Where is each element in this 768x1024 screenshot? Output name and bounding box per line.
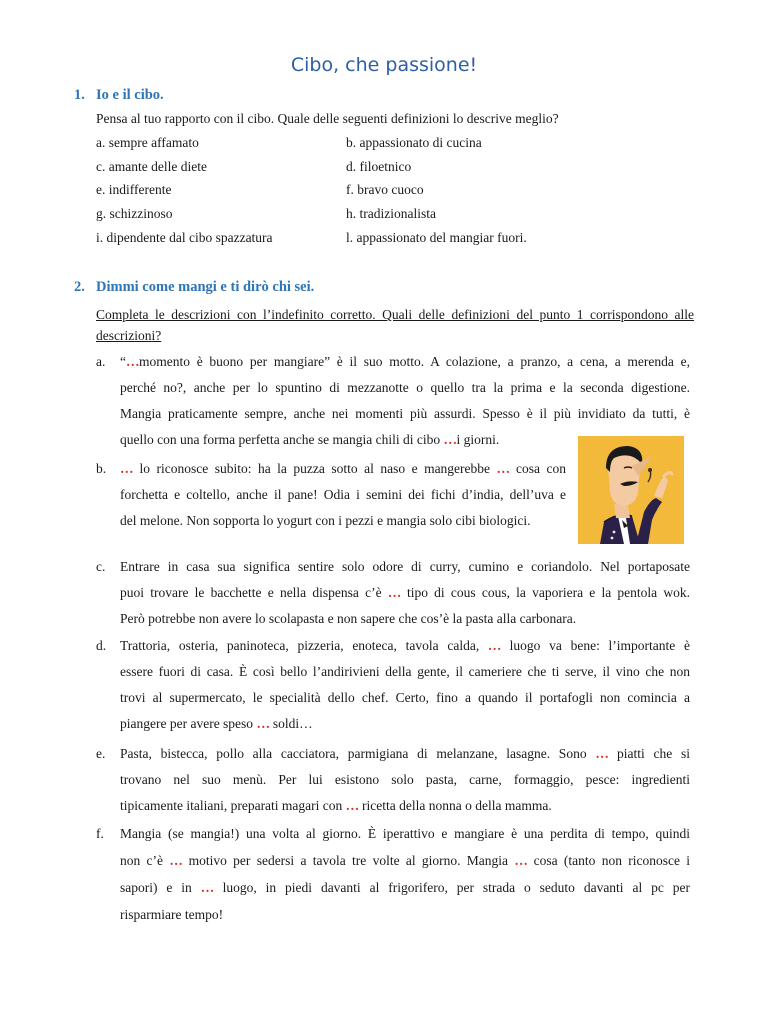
blank-placeholder: … <box>487 638 501 653</box>
blank-placeholder: … <box>514 853 528 868</box>
item-line <box>120 874 690 901</box>
item-text-run: forchetta e coltello, anche il pane! Odia i semini dei fichi d’india, dell’uva e <box>120 487 566 502</box>
blank-placeholder: … <box>595 746 609 761</box>
item-line <box>120 847 690 874</box>
item-text-run: “ <box>120 354 126 369</box>
item-line <box>120 633 690 659</box>
item-line <box>120 793 690 819</box>
item-text-run: luogo, in piedi davanti al frigorifero, per strada o seduto davanti al pc per <box>213 880 690 895</box>
item-text-run: Entrare in casa sua significa sentire solo odore di curry, cumino e coriandolo. Nel portaposate <box>120 559 690 574</box>
page-title: Cibo, che passione! <box>290 54 478 76</box>
item-line <box>120 401 690 427</box>
option-b: b. appassionato di cucina <box>346 135 482 150</box>
section-1-prompt: Pensa al tuo rapporto con il cibo. Quale delle seguenti definizioni lo descrive meglio? <box>96 111 559 126</box>
section-2-title: Dimmi come mangi e ti dirò chi sei. <box>96 279 315 295</box>
item-line <box>120 554 690 580</box>
item-text-run: tipo di cous cous, la vaporiera e la pentola wok. <box>400 585 690 600</box>
item-text-run: cosa con <box>509 461 566 476</box>
item-letter: d. <box>96 638 107 653</box>
item-line <box>120 375 690 401</box>
option-i: i. dipendente dal cibo spazzatura <box>96 230 273 245</box>
item-line <box>120 456 566 482</box>
blank-placeholder: … <box>200 880 214 895</box>
section-2-number: 2. <box>74 279 85 295</box>
item-text-run: non c’è <box>120 853 170 868</box>
item-text-run: momento è buono per mangiare” è il suo motto. A colazione, a pranzo, a cena, a merenda e, <box>139 354 690 369</box>
item-text <box>120 456 566 534</box>
item-letter: e. <box>96 746 106 761</box>
item-line <box>120 741 690 767</box>
item-line <box>120 508 566 534</box>
item-line <box>120 711 690 737</box>
item-text-run: soldi… <box>269 716 313 731</box>
item-text-run: Mangia praticamente sempre, anche nei momenti più assurdi. Spesso è il più invidiato da tutti, è <box>120 406 690 421</box>
item-text <box>120 820 690 928</box>
option-l: l. appassionato del mangiar fuori. <box>346 230 527 245</box>
item-line <box>120 685 690 711</box>
item-text-run: risparmiare tempo! <box>120 907 224 922</box>
item-text-run: Pasta, bistecca, pollo alla cacciatora, parmigiana di melanzane, lasagne. Sono <box>120 746 596 761</box>
item-text-run: ricetta della nonna o della mamma. <box>358 798 552 813</box>
item-text-run: puoi trovare le bacchette e nella dispensa c’è <box>120 585 388 600</box>
option-c: c. amante delle diete <box>96 159 207 174</box>
item-text-run: piangere per avere speso <box>120 716 257 731</box>
item-text-run: quello con una forma perfetta anche se mangia chili di cibo <box>120 432 444 447</box>
item-line <box>120 767 690 793</box>
section-2-instructions: Completa le descrizioni con l’indefinito corretto. Quali delle definizioni del punto 1 corrispondono alle descrizioni? <box>96 307 694 343</box>
item-line <box>120 580 690 606</box>
item-text-run: sapori) e in <box>120 880 201 895</box>
option-h: h. tradizionalista <box>346 206 436 221</box>
blank-placeholder: … <box>443 432 457 447</box>
item-text-run: tipicamente italiani, preparati magari con <box>120 798 346 813</box>
item-text-run: motivo per sedersi a tavola tre volte al giorno. Mangia <box>182 853 515 868</box>
section-1-heading <box>74 87 164 104</box>
option-f: f. bravo cuoco <box>346 182 424 197</box>
item-text-run: Mangia (se mangia!) una volta al giorno. È iperattivo e mangiare è una perdita di tempo, quindi <box>120 826 690 841</box>
item-text-run: Trattoria, osteria, paninoteca, pizzeria, enoteca, tavola calda, <box>120 638 488 653</box>
option-a: a. sempre affamato <box>96 135 199 150</box>
item-line <box>120 349 690 375</box>
item-text-run: i giorni. <box>456 432 500 447</box>
item-letter: c. <box>96 559 106 574</box>
item-text-run: trovano nel suo menù. Per lui esistono solo pasta, carne, formaggio, pesce: ingredienti <box>120 772 690 787</box>
item-text-run: perché no?, anche per lo spuntino di mezzanotte o quello tra la prima e la seconda digestione. <box>120 380 690 395</box>
item-text-run: trovi al supermercato, le specialità dello chef. Certo, fino a quando il portafogli non comincia a <box>120 690 690 705</box>
item-line <box>120 901 690 928</box>
item-letter: a. <box>96 354 106 369</box>
item-text <box>120 633 690 737</box>
option-d: d. filoetnico <box>346 159 412 174</box>
blank-placeholder: … <box>169 853 183 868</box>
option-g: g. schizzinoso <box>96 206 173 221</box>
section-1-title: Io e il cibo. <box>96 87 164 103</box>
blank-placeholder: … <box>120 461 133 476</box>
item-text <box>120 554 690 632</box>
item-letter: f. <box>96 826 104 841</box>
section-1-number: 1. <box>74 87 85 103</box>
blank-placeholder: … <box>126 354 139 369</box>
item-text-run: luogo va bene: l’importante è <box>500 638 690 653</box>
item-text <box>120 741 690 819</box>
item-line <box>120 820 690 847</box>
blank-placeholder: … <box>256 716 270 731</box>
option-e: e. indifferente <box>96 182 172 197</box>
item-text-run: piatti che si <box>608 746 690 761</box>
item-line <box>120 482 566 508</box>
snob-gentleman-illustration <box>578 436 684 544</box>
blank-placeholder: … <box>345 798 359 813</box>
item-letter: b. <box>96 461 107 476</box>
section-2-heading <box>74 279 314 296</box>
item-text-run: cosa (tanto non riconosce i <box>527 853 691 868</box>
item-text-run: lo riconosce subito: ha la puzza sotto al naso e mangerebbe <box>133 461 497 476</box>
blank-placeholder: … <box>496 461 510 476</box>
item-text-run: essere fuori di casa. È così bello l’andirivieni della gente, il cameriere che ti serve, il vino che non <box>120 664 690 679</box>
item-text-run: del melone. Non sopporta lo yogurt con i pezzi e mangia solo cibi biologici. <box>120 513 531 528</box>
item-line <box>120 606 690 632</box>
item-line <box>120 659 690 685</box>
item-text-run: Però potrebbe non avere lo scolapasta e non sapere che cos’è la pasta alla carbonara. <box>120 611 577 626</box>
blank-placeholder: … <box>387 585 401 600</box>
